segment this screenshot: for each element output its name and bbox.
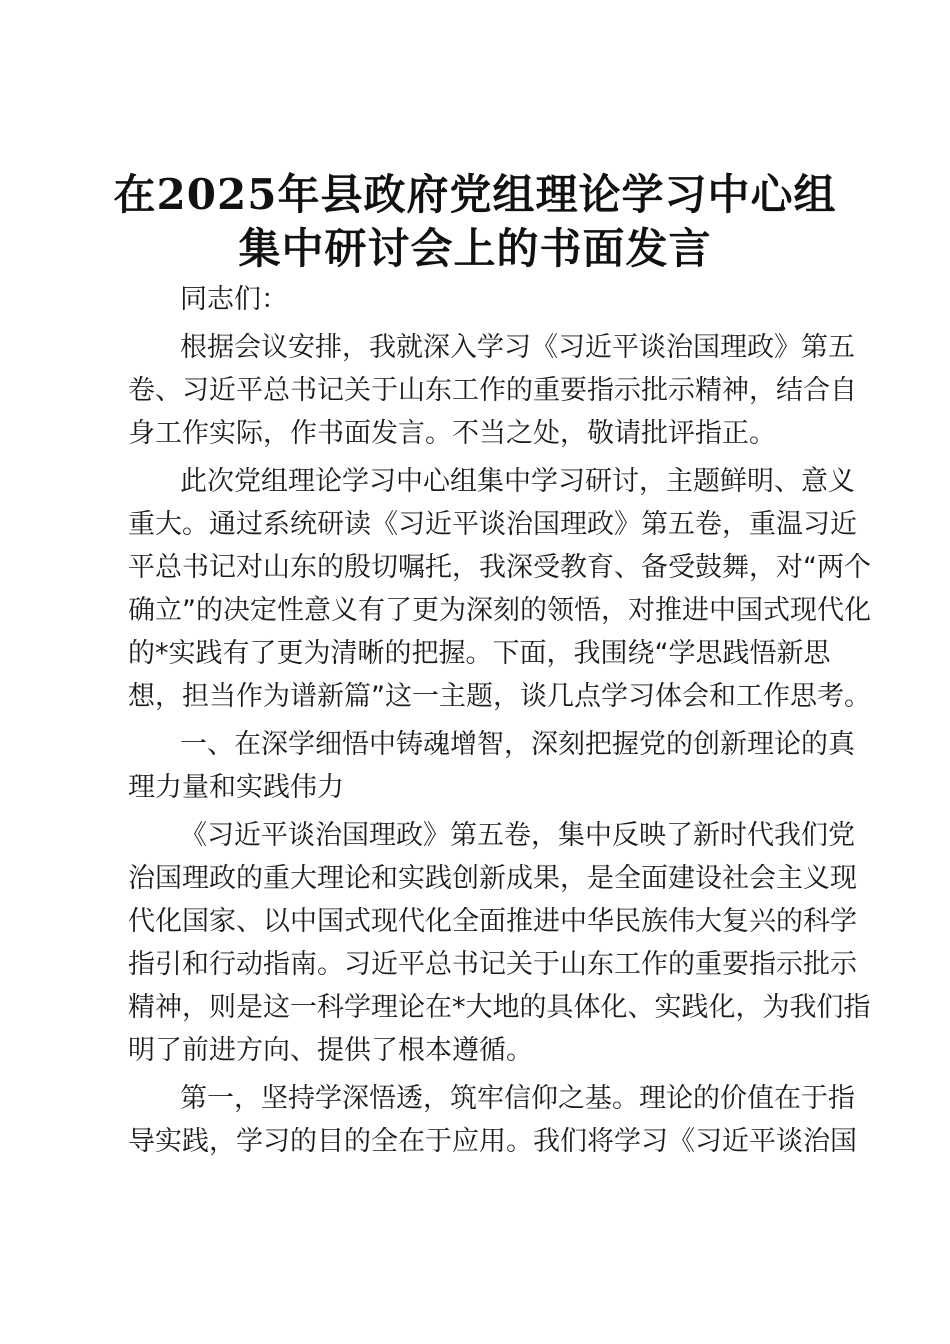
paragraph-line: 重大。通过系统研读《习近平谈治国理政》第五卷，重温习近 <box>128 509 857 540</box>
paragraph-line: 第一，坚持学深悟透，筑牢信仰之基。理论的价值在于指 <box>180 1083 855 1114</box>
paragraph-line: 明了前进方向、提供了根本遵循。 <box>128 1035 533 1066</box>
salutation: 同志们： <box>180 284 288 315</box>
paragraph-line: 代化国家、以中国式现代化全面推进中华民族伟大复兴的科学 <box>128 906 857 937</box>
paragraph-line: 《习近平谈治国理政》第五卷，集中反映了新时代我们党 <box>180 820 855 851</box>
section-heading: 一、在深学细悟中铸魂增智，深刻把握党的创新理论的真 <box>180 729 855 760</box>
document-body <box>128 278 871 1163</box>
paragraph-line: 身工作实际，作书面发言。不当之处，敬请批评指正。 <box>128 418 776 449</box>
paragraph-line: 的*实践有了更为清晰的把握。下面，我围绕“学思践悟新思 <box>128 638 831 669</box>
paragraph-line: 治国理政的重大理论和实践创新成果，是全面建设社会主义现 <box>128 863 857 894</box>
paragraph-line: 确立”的决定性意义有了更为深刻的领悟，对推进中国式现代化 <box>128 595 871 626</box>
paragraph-line: 平总书记对山东的殷切嘱托，我深受教育、备受鼓舞，对“两个 <box>128 552 871 583</box>
document-title <box>110 168 840 276</box>
paragraph-line: 根据会议安排，我就深入学习《习近平谈治国理政》第五 <box>180 332 855 363</box>
title-line-1: 在2025年县政府党组理论学习中心组 <box>113 170 837 219</box>
paragraph-line: 指引和行动指南。习近平总书记关于山东工作的重要指示批示 <box>128 949 857 980</box>
paragraph-line: 导实践，学习的目的全在于应用。我们将学习《习近平谈治国 <box>128 1126 857 1157</box>
title-line-2: 集中研讨会上的书面发言 <box>238 224 712 273</box>
paragraph-line: 想，担当作为谱新篇”这一主题，谈几点学习体会和工作思考。 <box>128 681 871 712</box>
section-heading: 理力量和实践伟力 <box>128 772 344 803</box>
paragraph-line: 精神，则是这一科学理论在*大地的具体化、实践化，为我们指 <box>128 992 871 1023</box>
paragraph-line: 此次党组理论学习中心组集中学习研讨，主题鲜明、意义 <box>180 466 855 497</box>
paragraph-line: 卷、习近平总书记关于山东工作的重要指示批示精神，结合自 <box>128 375 857 406</box>
